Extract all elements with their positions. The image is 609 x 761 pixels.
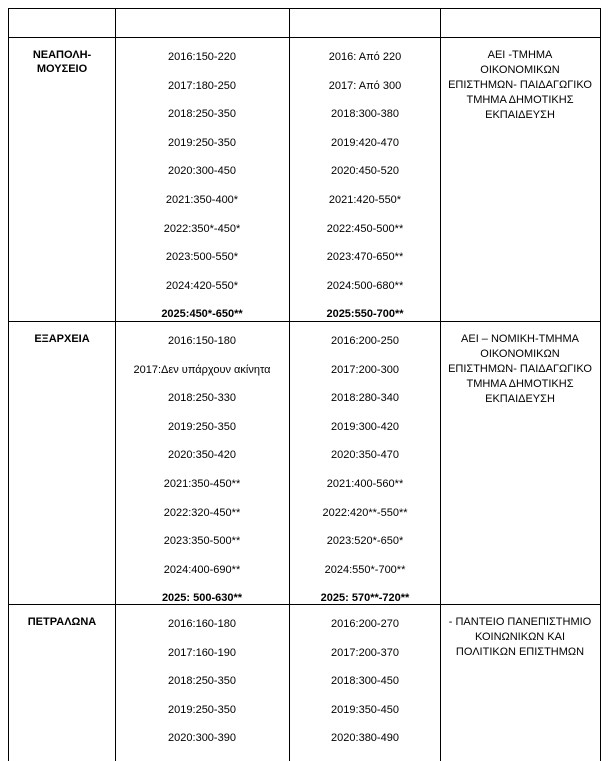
price-range-col2: 2023:500-550* [165, 251, 239, 264]
price-range-col3: 2020:350-470 [331, 449, 399, 462]
price-range-col3: 2020:450-520 [331, 165, 399, 178]
area-name-cell: ΕΞΑΡΧΕΙΑ [34, 333, 90, 345]
price-range-col3: 2022:420**-550** [322, 506, 408, 519]
price-range-col2: 2016:150-220 [168, 51, 236, 63]
price-range-col2: 2022:350*-450* [163, 222, 241, 235]
price-range-col2: 2016:160-180 [168, 618, 236, 630]
price-range-col2: 2017:180-250 [168, 79, 236, 92]
price-range-col2: 2025:450*-650** [161, 308, 243, 321]
price-range-col2: 2019:250-350 [168, 703, 236, 716]
price-range-col3: 2018:300-380 [331, 108, 399, 121]
price-range-col2: 2025: 500-630** [161, 592, 243, 605]
price-range-col2: 2019:250-350 [168, 136, 236, 149]
price-range-col2: 2024:420-550* [165, 279, 239, 292]
price-range-col3: 2017: Από 300 [328, 79, 402, 92]
price-range-col2: 2018:250-350 [168, 675, 236, 688]
price-range-col3: 2023:470-650** [326, 251, 404, 264]
price-range-col3: 2016: Από 220 [328, 51, 402, 63]
header-row-divider [8, 37, 601, 38]
price-range-col3: 2024:550*-700** [324, 563, 406, 576]
price-range-col2: 2023:350-500** [163, 535, 241, 548]
price-range-col2: 2020:350-420 [168, 449, 236, 462]
price-range-col3: 2016:200-270 [331, 618, 399, 630]
price-range-col3: 2018:280-340 [331, 392, 399, 405]
table-border-left [8, 8, 9, 761]
price-range-col2: 2019:250-350 [168, 420, 236, 433]
price-range-col2: 2020:300-390 [168, 732, 236, 745]
price-range-col3: 2019:350-450 [331, 703, 399, 716]
price-range-col3: 2019:420-470 [331, 136, 399, 149]
table-border-right [600, 8, 601, 761]
price-range-col2: 2020:300-450 [168, 165, 236, 178]
price-range-col2: 2024:400-690** [163, 563, 241, 576]
table-border-top [8, 8, 601, 9]
price-range-col3: 2017:200-370 [331, 646, 399, 659]
price-range-col3: 2021:420-550* [328, 194, 402, 206]
price-range-col3: 2024:500-680** [326, 279, 404, 292]
university-list-cell: - ΠΑΝΤΕΙΟ ΠΑΝΕΠΙΣΤΗΜΙΟ ΚΟΙΝΩΝΙΚΩΝ ΚΑΙ ΠΟΛΙΤΙΚΩΝ ΕΠΙΣΤΗΜΩΝ [448, 616, 592, 658]
price-range-col2: 2017:Δεν υπάρχουν ακίνητα [133, 363, 271, 376]
area-name-cell: ΝΕΑΠΟΛΗ- ΜΟΥΣΕΙΟ [32, 49, 92, 75]
price-range-col3: 2016:200-250 [331, 335, 399, 347]
price-range-col2: 2021:350-400* [165, 194, 239, 206]
price-range-col2: 2017:160-190 [168, 646, 236, 659]
price-range-col3: 2025:550-700** [326, 308, 404, 321]
area-name-cell: ΠΕΤΡΑΛΩΝΑ [27, 616, 97, 628]
price-range-col3: 2018:300-450 [331, 675, 399, 688]
price-range-col3: 2017:200-300 [331, 363, 399, 376]
price-range-col3: 2020:380-490 [331, 732, 399, 745]
price-range-col3: 2022:450-500** [326, 222, 404, 235]
price-range-col2: 2022:320-450** [163, 506, 241, 519]
price-range-col2: 2016:150-180 [168, 335, 236, 347]
price-range-col2: 2018:250-330 [168, 392, 236, 405]
price-range-col2: 2021:350-450** [163, 478, 241, 490]
university-list-cell: ΑΕΙ – ΝΟΜΙΚΗ-ΤΜΗΜΑ ΟΙΚΟΝΟΜΙΚΩΝ ΕΠΙΣΤΗΜΩΝ- ΠΑΙΔΑΓΩΓΙΚΟ ΤΜΗΜΑ ΔΗΜΟΤΙΚΗΣ ΕΚΠΑΙΔΕΥΣΗ [448, 333, 592, 405]
university-list-cell: ΑΕΙ -ΤΜΗΜΑ ΟΙΚΟΝΟΜΙΚΩΝ ΕΠΙΣΤΗΜΩΝ- ΠΑΙΔΑΓΩΓΙΚΟ ΤΜΗΜΑ ΔΗΜΟΤΙΚΗΣ ΕΚΠΑΙΔΕΥΣΗ [448, 49, 592, 121]
price-range-col3: 2019:300-420 [331, 420, 399, 433]
price-range-col3: 2025: 570**-720** [320, 592, 410, 605]
price-range-col3: 2023:520*-650* [326, 535, 404, 548]
price-range-col2: 2018:250-350 [168, 108, 236, 121]
price-range-col3: 2021:400-560** [326, 478, 404, 490]
